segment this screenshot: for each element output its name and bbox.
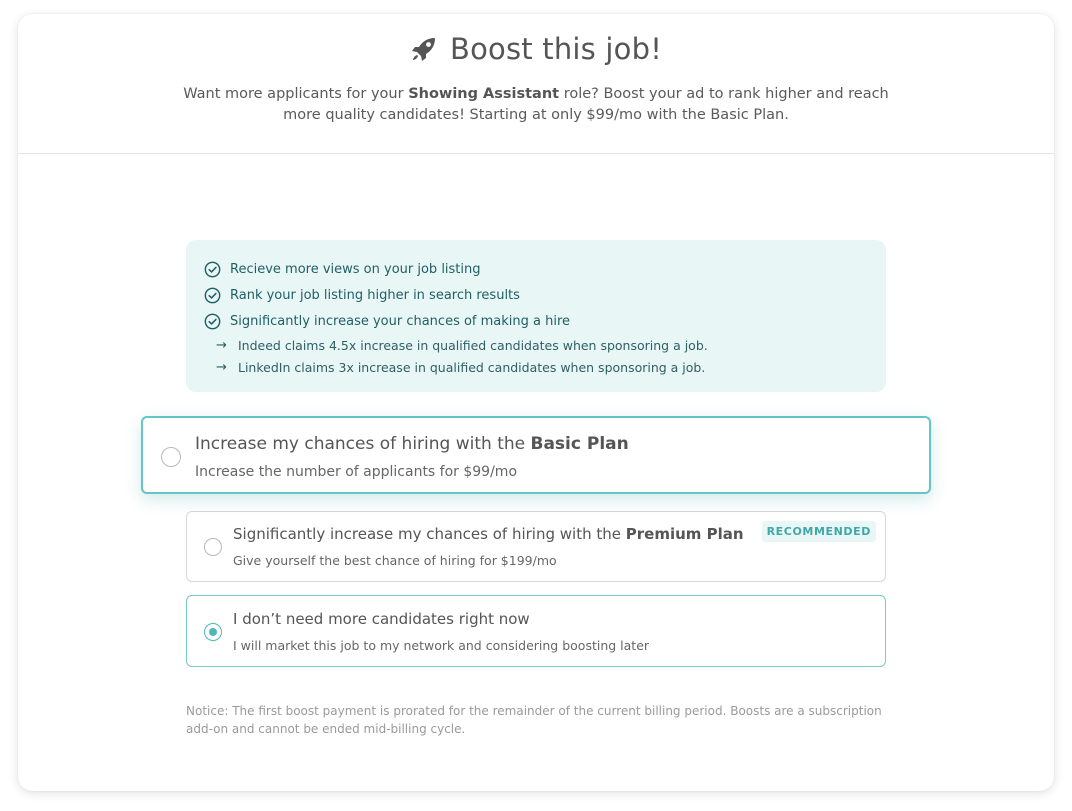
subtitle-pre: Want more applicants for your (183, 86, 409, 102)
basic-plan-option[interactable] (141, 416, 931, 494)
no-boost-title: I don’t need more candidates right now (233, 610, 530, 628)
basic-plan-title (195, 434, 629, 454)
benefits-panel (186, 240, 886, 392)
claim-item (204, 356, 868, 378)
recommended-badge: RECOMMENDED (762, 521, 876, 542)
subtitle-post: role? Boost your ad to rank higher and reach more quality candidates! Starting at only $99/mo with the Basic Plan. (283, 86, 889, 123)
arrow-right-icon: → (216, 337, 227, 353)
page-title: Boost this job! (449, 32, 663, 66)
boost-job-modal (18, 14, 1054, 791)
modal-header (18, 14, 1054, 154)
basic-plan-radio[interactable] (161, 447, 181, 467)
benefit-text: Significantly increase your chances of making a hire (230, 313, 571, 329)
premium-plan-name: Premium Plan (625, 525, 744, 543)
benefit-item (204, 282, 868, 308)
no-boost-option[interactable] (186, 595, 886, 667)
no-boost-radio[interactable] (204, 623, 222, 641)
premium-plan-title (233, 525, 744, 543)
check-circle-icon (204, 287, 221, 304)
premium-plan-radio[interactable] (204, 538, 222, 556)
premium-plan-description: Give yourself the best chance of hiring for $199/mo (233, 553, 557, 568)
basic-plan-name: Basic Plan (530, 434, 629, 454)
header-subtitle (168, 84, 904, 126)
benefit-item (204, 308, 868, 334)
basic-plan-description: Increase the number of applicants for $99/mo (195, 464, 518, 480)
claim-text: Indeed claims 4.5x increase in qualified candidates when sponsoring a job. (238, 337, 708, 353)
rocket-icon (410, 35, 438, 63)
no-boost-description: I will market this job to my network and considering boosting later (233, 638, 650, 653)
check-circle-icon (204, 261, 221, 278)
benefit-text: Rank your job listing higher in search results (230, 287, 520, 303)
arrow-right-icon: → (216, 359, 227, 375)
claim-item (204, 334, 868, 356)
basic-plan-title-text: Increase my chances of hiring with the (195, 434, 531, 454)
benefit-text: Recieve more views on your job listing (230, 261, 481, 277)
check-circle-icon (204, 313, 221, 330)
claim-text: LinkedIn claims 3x increase in qualified candidates when sponsoring a job. (238, 359, 706, 375)
premium-plan-title-text: Significantly increase my chances of hiring with the (233, 525, 626, 543)
benefit-item (204, 256, 868, 282)
billing-notice: Notice: The first boost payment is prorated for the remainder of the current billing period. Boosts are a subscription add-on and cannot be ended mid-billing cycle. (186, 704, 882, 736)
subtitle-role: Showing Assistant (408, 86, 560, 102)
title-row (18, 32, 1054, 66)
premium-plan-option[interactable] (186, 511, 886, 582)
